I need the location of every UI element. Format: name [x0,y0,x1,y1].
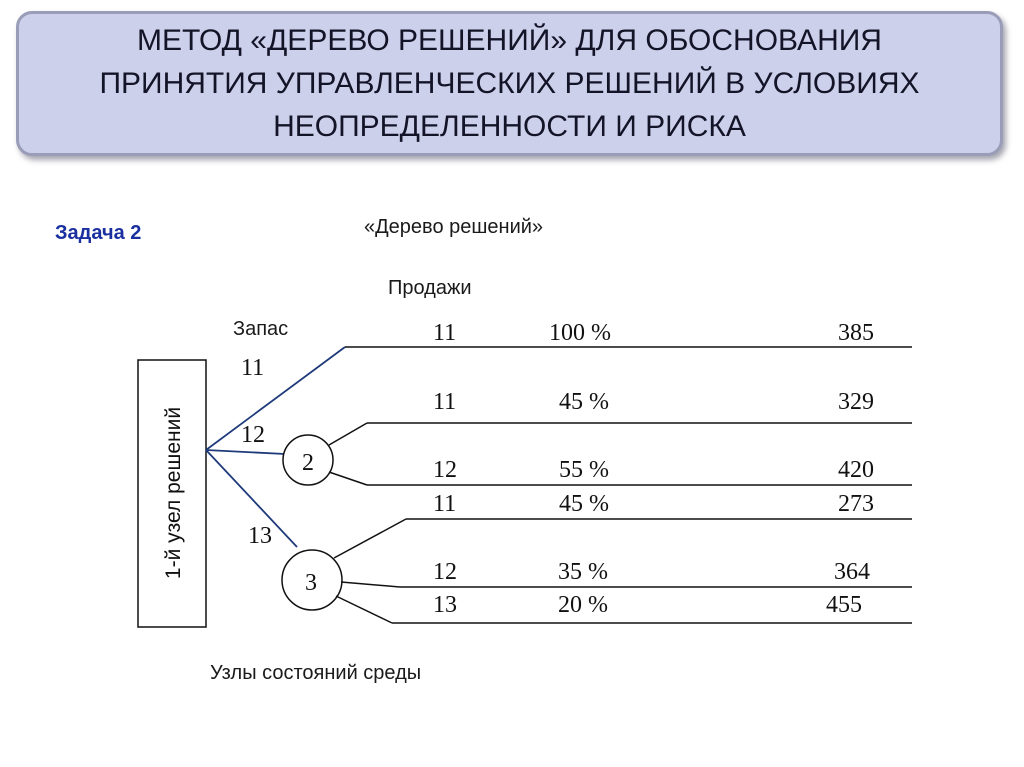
state-nodes-caption: Узлы состояний среды [210,662,422,684]
branch-stock-12 [206,450,285,454]
outcome-4-sales: 11 [433,491,457,517]
outcome-6-value: 455 [826,592,862,618]
outcome-2-probability: 45 % [559,389,609,415]
stock-option-11: 11 [241,355,265,381]
outcome-5-probability: 35 % [558,559,608,585]
outcome-3-probability: 55 % [559,457,609,483]
outcome-2-sales: 11 [433,389,457,415]
chance-node-3-label: 3 [305,570,317,596]
outcome-4-value: 273 [838,491,874,517]
stock-option-13: 13 [248,523,272,549]
chance-node-2-label: 2 [302,450,314,476]
outcome-6-sales: 13 [433,592,457,618]
branch-node3-middle [341,582,400,587]
outcome-3-sales: 12 [433,457,457,483]
stock-option-12: 12 [241,422,265,448]
outcome-6-probability: 20 % [558,592,608,618]
outcome-3-value: 420 [838,457,874,483]
branch-node3-lower [336,596,392,623]
title-line-1: МЕТОД «ДЕРЕВО РЕШЕНИЙ» ДЛЯ ОБОСНОВАНИЯ [137,24,882,57]
decision-node-label: 1-й узел решений [162,406,185,580]
outcome-5-value: 364 [834,559,870,585]
title-line-3: НЕОПРЕДЕЛЕННОСТИ И РИСКА [273,110,746,143]
tree-title: «Дерево решений» [364,216,544,238]
outcome-5-sales: 12 [433,559,457,585]
stock-header: Запас [233,318,289,340]
task-label: Задача 2 [55,222,142,244]
sales-header: Продажи [388,277,472,299]
branch-stock-11 [206,347,345,450]
outcome-1-value: 385 [838,320,874,346]
branch-node2-lower [329,472,367,485]
outcome-1-sales: 11 [433,320,457,346]
title-line-2: ПРИНЯТИЯ УПРАВЛЕНЧЕСКИХ РЕШЕНИЙ В УСЛОВИЯХ [99,67,920,100]
outcome-4-probability: 45 % [559,491,609,517]
outcome-2-value: 329 [838,389,874,415]
branch-node2-upper [329,423,367,445]
branch-node3-upper [334,519,406,558]
outcome-1-probability: 100 % [549,320,611,346]
